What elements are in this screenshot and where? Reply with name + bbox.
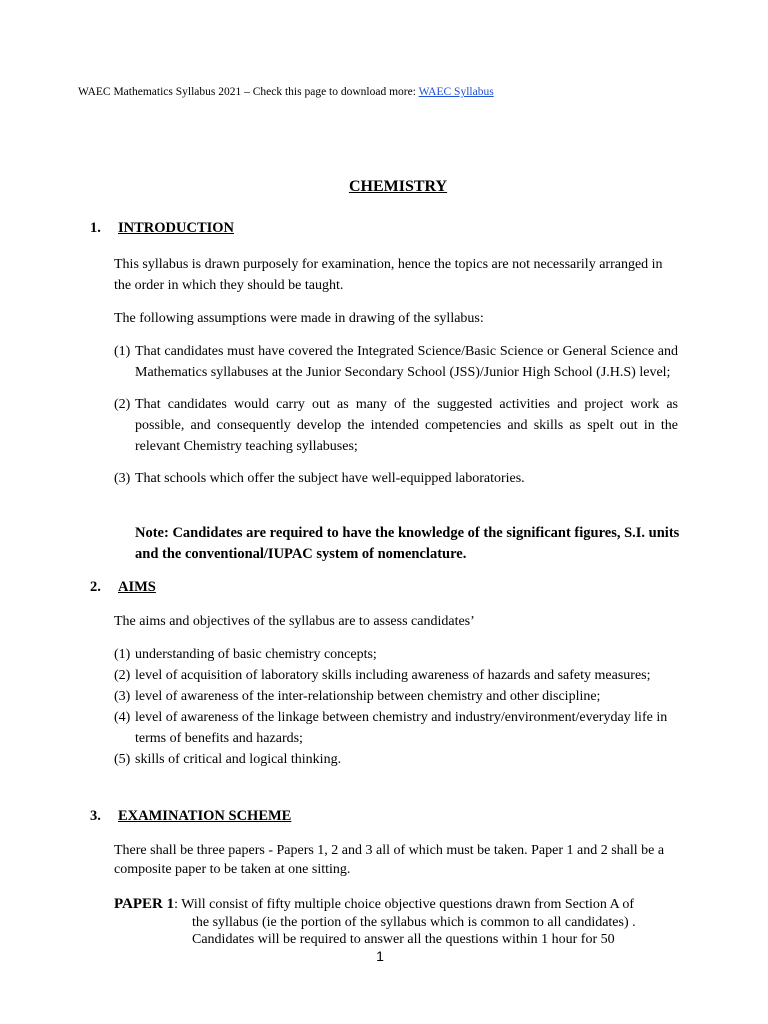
section-number: 3. [90, 808, 101, 824]
page-number: 1 [376, 948, 384, 964]
assumptions-list [114, 341, 678, 489]
aims-intro: The aims and objectives of the syllabus are to assess candidates’ [114, 614, 475, 629]
section-heading-introduction [90, 220, 234, 237]
waec-syllabus-link[interactable]: WAEC Syllabus [418, 86, 494, 98]
paper1-description: PAPER 1: Will consist of fifty multiple choice objective questions drawn from Section A of the syllabus (ie the portion of the syllabus which is common to all candidates) . Candidates will be required to answer all the questions within 1 hour for 50 [114, 896, 636, 947]
list-item: (1) understanding of basic chemistry concepts; [114, 647, 377, 662]
list-item: (3) That schools which offer the subject have well-equipped laboratories. [114, 471, 525, 486]
document-title: CHEMISTRY [348, 178, 448, 195]
section-heading-aims [90, 579, 156, 596]
section-heading-examination-scheme [90, 808, 291, 825]
list-item: (3) level of awareness of the inter-relationship between chemistry and other discipline; [114, 689, 601, 704]
note-paragraph: Note: Candidates are required to have the knowledge of the significant figures, S.I. units and the conventional/IUPAC system of nomenclature. [135, 525, 680, 562]
list-item: (1) That candidates must have covered the Integrated Science/Basic Science or General Science and Mathematics syllabuses at the Junior Secondary School (JSS)/Junior High School (J.H.S) level; [114, 344, 678, 380]
header-text: WAEC Mathematics Syllabus 2021 – Check this page to download more: [78, 86, 419, 98]
section-title: INTRODUCTION [118, 220, 235, 236]
assumptions-intro: The following assumptions were made in drawing of the syllabus: [114, 311, 484, 326]
list-item: (2) That candidates would carry out as many of the suggested activities and project work as possible, and consequently develop the intended competencies and skills as spelt out in the relevant Chemistry teaching syllabuses; [114, 397, 678, 454]
paper1-label: PAPER 1 [114, 896, 175, 912]
section-title: EXAMINATION SCHEME [118, 808, 292, 824]
list-item: (4) level of awareness of the linkage between chemistry and industry/environment/everyday life in terms of benefits and hazards; [114, 710, 668, 746]
section-title: AIMS [118, 579, 156, 595]
list-item: (2) level of acquisition of laboratory skills including awareness of hazards and safety measures; [114, 668, 651, 683]
page-header [78, 86, 494, 98]
list-item: (5) skills of critical and logical thinking. [114, 752, 342, 767]
aims-list [114, 644, 678, 770]
intro-paragraph: This syllabus is drawn purposely for examination, hence the topics are not necessarily arranged in the order in which they should be taught. [114, 257, 663, 293]
section-number: 2. [90, 579, 101, 595]
exam-scheme-paragraph: There shall be three papers - Papers 1, 2 and 3 all of which must be taken. Paper 1 and 2 shall be a composite paper to be taken at one sitting. [114, 843, 665, 877]
section-number: 1. [90, 220, 101, 236]
